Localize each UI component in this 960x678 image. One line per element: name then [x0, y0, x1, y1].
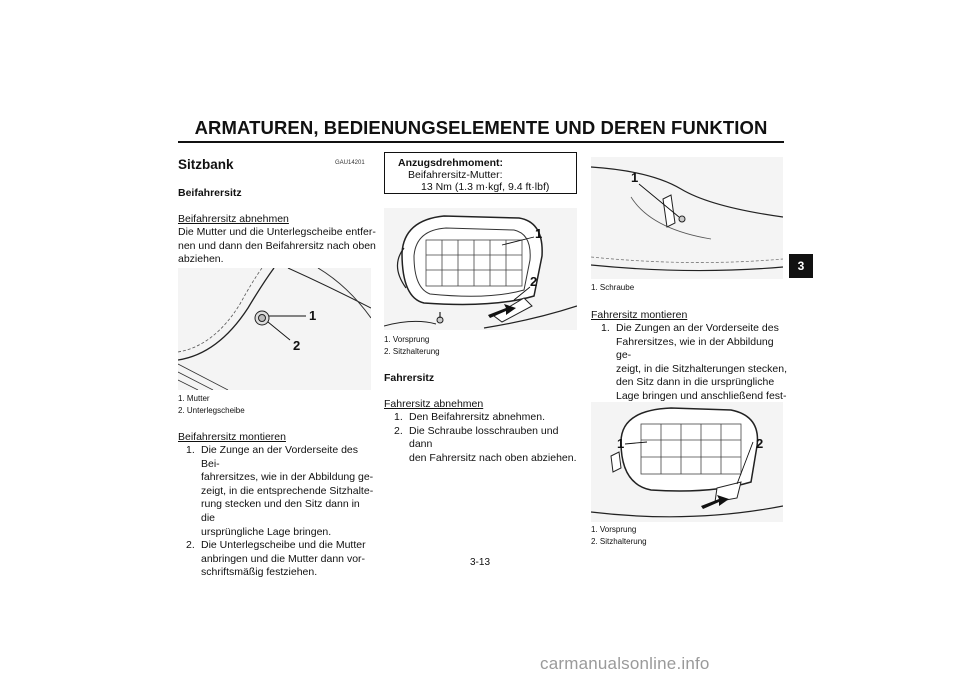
heading-beifahrersitz-abnehmen: Beifahrersitz abnehmen [178, 213, 289, 225]
heading-beifahrersitz-montieren: Beifahrersitz montieren [178, 431, 286, 443]
figure-label-1: 1 [535, 226, 543, 241]
figure-caption: 1. Schraube [591, 283, 635, 292]
figure-label-2: 2 [530, 274, 538, 289]
heading-fahrersitz-montieren: Fahrersitz montieren [591, 309, 688, 321]
figure-label-1: 1 [631, 170, 639, 185]
subsection-beifahrersitz: Beifahrersitz [178, 187, 242, 199]
install-steps [186, 444, 376, 580]
figure-caption: 1. Vorsprung 2. Sitzhalterung [384, 335, 440, 356]
figure-label-1: 1 [617, 436, 625, 451]
watermark: carmanualsonline.info [540, 654, 710, 673]
torque-value: 13 Nm (1.3 m·kgf, 9.4 ft·lbf) [421, 181, 550, 193]
chapter-tab: 3 [789, 254, 813, 278]
figure-caption: 1. Vorsprung 2. Sitzhalterung [591, 525, 647, 546]
figure-label-2: 2 [293, 338, 301, 353]
page-header-title: ARMATUREN, BEDIENUNGSELEMENTE UND DEREN FUNKTION [194, 117, 768, 138]
figure-fahrersitz-holder [591, 402, 783, 522]
torque-item: Beifahrersitz-Mutter: [408, 169, 503, 181]
figure-label-1: 1 [309, 308, 317, 323]
torque-spec-box [384, 152, 577, 194]
figure-seat-underside [384, 208, 577, 330]
list-item: 2. Die Schraube losschrauben und dann den Fahrersitz nach oben abziehen. [394, 424, 577, 464]
subsection-fahrersitz: Fahrersitz [384, 372, 435, 384]
figure-fahrersitz-screw [591, 157, 783, 279]
list-item: 1. Den Beifahrersitz abnehmen. [394, 411, 545, 423]
torque-label: Anzugsdrehmoment: [398, 157, 503, 169]
header-rule [178, 141, 784, 143]
remove-instructions: Die Mutter und die Unterlegscheibe entfer- nen und dann den Beifahrersitz nach oben abziehen. [178, 226, 376, 266]
heading-fahrersitz-abnehmen: Fahrersitz abnehmen [384, 398, 484, 410]
figure-caption: 1. Mutter 2. Unterlegscheibe [178, 394, 245, 415]
list-item: 2. Die Unterlegscheibe und die Mutter anbringen und die Mutter dann vor- schriftsmäßig festziehen. [186, 539, 366, 579]
page-number: 3-13 [469, 557, 490, 568]
list-item: 1. Die Zunge an der Vorderseite des Bei- fahrersitzes, wie in der Abbildung ge- zeigt, in die entsprechende Sitzhalte- rung stecken und den Sitz dann in die ursprüngliche Lage bringen. [186, 444, 374, 538]
section-title: Sitzbank [178, 157, 234, 172]
remove-steps [394, 411, 584, 465]
reference-code: GAU14201 [335, 160, 365, 166]
list-item: 1. Die Zungen an der Vorderseite des Fahrersitzes, wie in der Abbildung ge- zeigt, in die Sitzhalterungen stecken, den Sitz dann in die ursprüngliche Lage bringen und anschließend fest- [601, 322, 788, 402]
figure-beifahrersitz-nut [178, 268, 371, 390]
figure-label-2: 2 [756, 436, 764, 451]
